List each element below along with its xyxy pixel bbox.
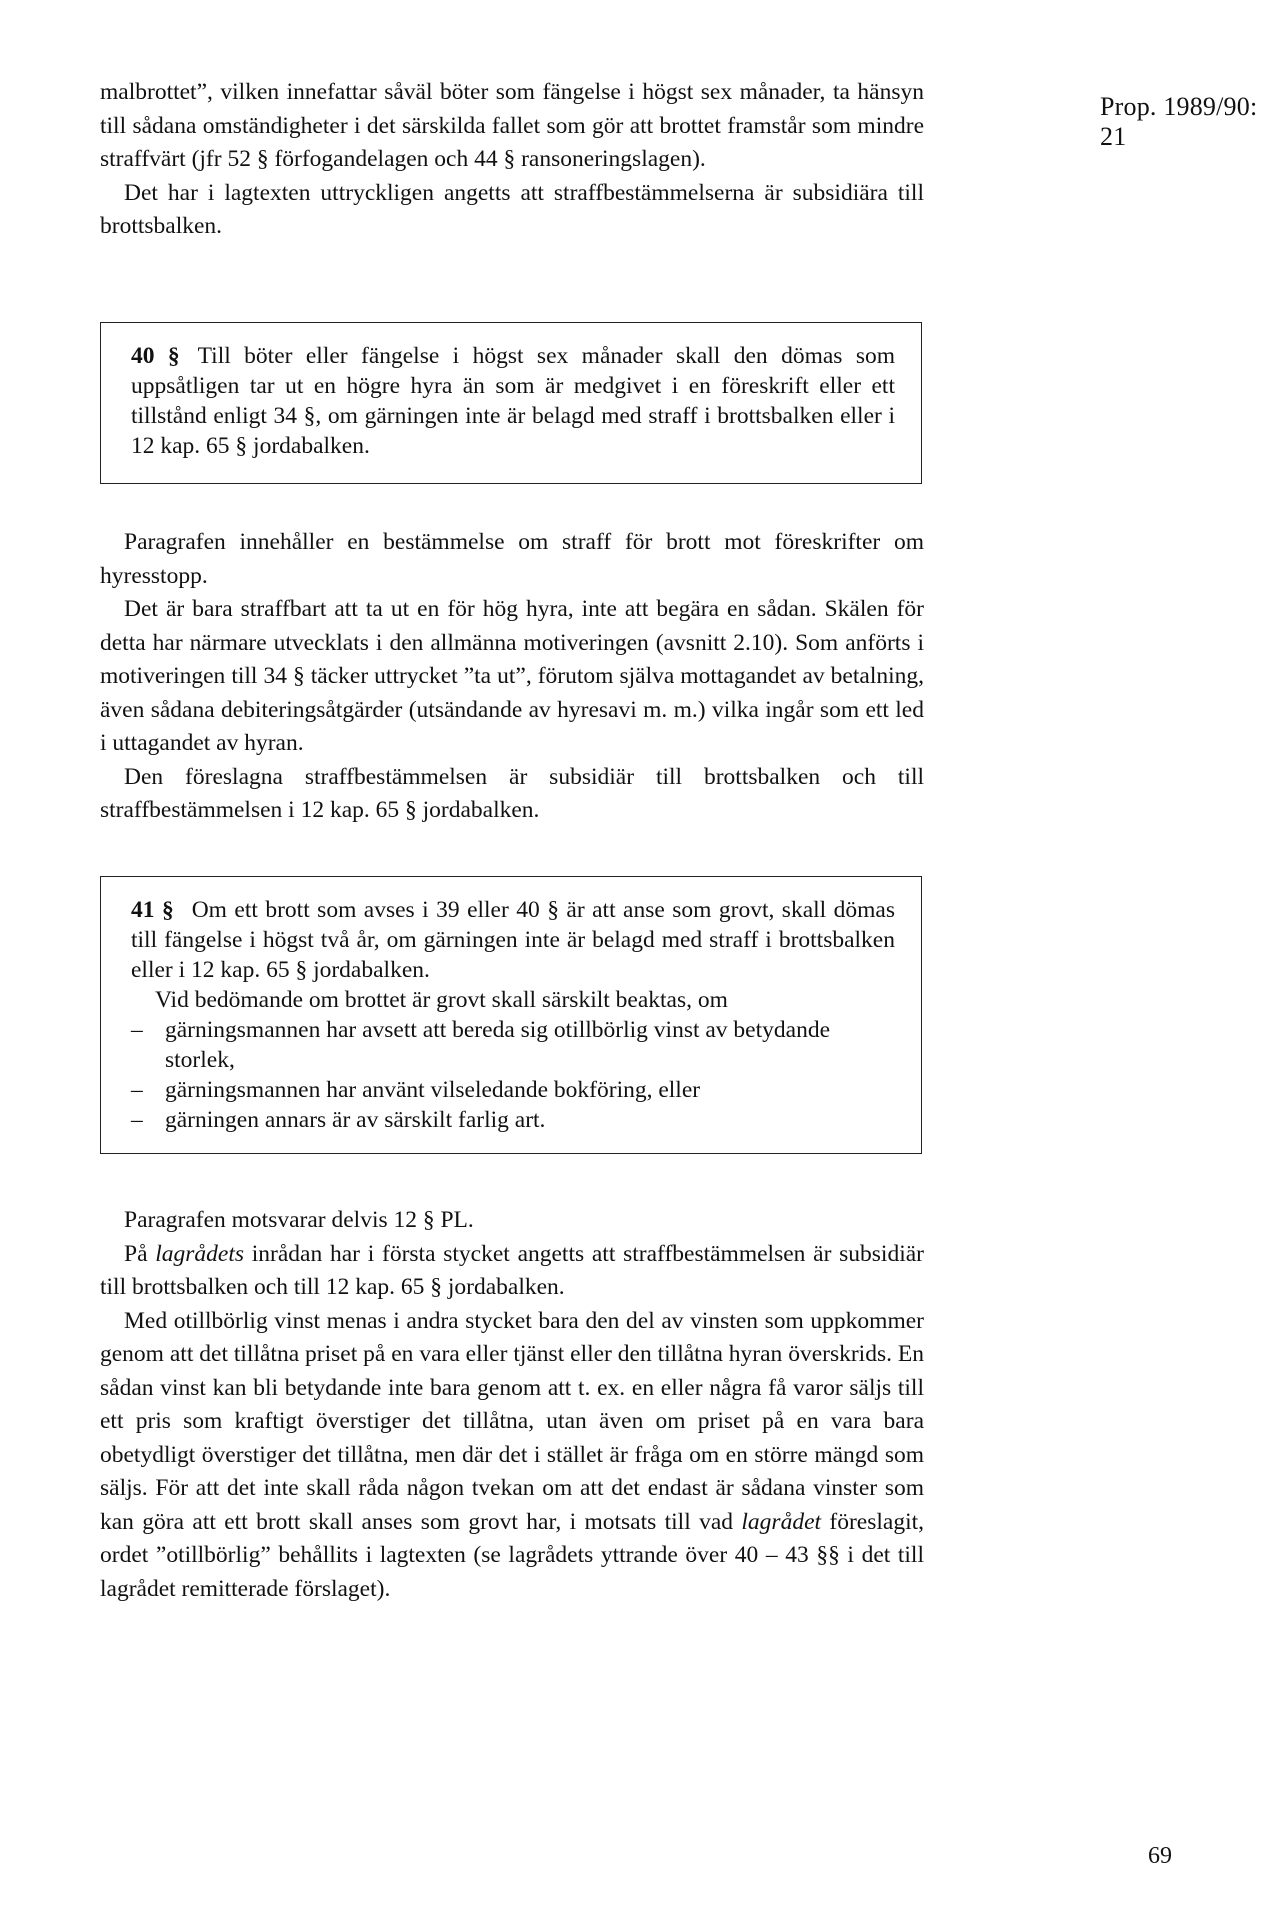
section-41-box [100,876,922,1154]
emphasis-lagradets: lagrådets [155,1240,245,1267]
dash-marker: – [131,1107,143,1133]
dash-marker: – [131,1077,143,1103]
comment-41-paragraph-2: På lagrådets inrådan har i första stycket angetts att straffbestämmelsen är subsidiär till brottsbalken och till 12 kap. 65 § jordabalken. [100,1240,924,1300]
page-number: 69 [1148,1843,1172,1869]
dash-marker: – [131,1017,143,1043]
page-reference: Prop. 1989/90: 21 [1100,92,1258,151]
section-41-body: Om ett brott som avses i 39 eller 40 § är att anse som grovt, skall dömas till fängelse i högst två år, om gärningen inte är belagd med straff i brottsbalken eller i 12 kap. 65 § jordabalken. [131,897,895,983]
section-41-item-text: gärningsmannen har avsett att bereda sig otillbörlig vinst av betydande storlek, [165,1017,830,1073]
comment-40 [100,526,924,828]
comment-40-paragraph-1: Paragrafen innehåller en bestämmelse om straff för brott mot föreskrifter om hyresstopp. [100,529,924,589]
section-41-lead: Vid bedömande om brottet är grovt skall särskilt beaktas, om [155,987,728,1013]
intro-paragraph-1: malbrottet”, vilken innefattar såväl böter som fängelse i högst sex månader, ta hänsyn till sådana omständigheter i det särskilda fallet som gör att brottet framstår som mindre straffvärt (jfr 52 § förfogandelagen och 44 § ransoneringslagen). [100,79,924,172]
section-41-item [131,1075,895,1105]
section-41-text [131,895,895,985]
intro-paragraph-2: Det har i lagtexten uttryckligen angetts att straffbestämmelserna är subsidiära till brottsbalken. [100,179,924,239]
emphasis-lagradet: lagrådet [741,1508,822,1535]
section-40-body: Till böter eller fängelse i högst sex månader skall den dömas som uppsåtligen tar ut en högre hyra än som är medgivet i en föreskrift eller ett tillstånd enligt 34 §, om gärningen inte är belagd med straff i brottsbalken eller i 12 kap. 65 § jordabalken. [131,343,895,459]
section-41-number: 41 § [131,897,174,923]
comment-41-paragraph-3: Med otillbörlig vinst menas i andra stycket bara den del av vinsten som uppkommer genom att det tillåtna priset på en vara eller tjänst eller den tillåtna hyran överskrids. En sådan vinst kan bli betydande inte bara genom att t. ex. en eller några få varor säljs till ett pris som kraftigt överstiger det tillåtna, utan även om priset på en vara bara obetydligt överstiger det tillåtna, men där det i stället är fråga om en större mängd som säljs. För att det inte skall råda någon tvekan om att det endast är sådana vinster som kan göra att ett brott skall anses som grovt har, i motsats till vad lagrådet föreslagit, ordet ”otillbörlig” behållits i lagtexten (se lagrådets yttrande över 40 – 43 §§ i det till lagrådet remitterade förslaget). [100,1307,925,1602]
comment-40-paragraph-2: Det är bara straffbart att ta ut en för hög hyra, inte att begära en sådan. Skälen för detta har närmare utvecklats i den allmänna motiveringen (avsnitt 2.10). Som anförts i motiveringen till 34 § täcker uttrycket ”ta ut”, förutom själva mottagandet av betalning, även sådana debiteringsåtgärder (utsändande av hyresavi m. m.) vilka ingår som ett led i uttagandet av hyran. [100,596,924,756]
section-41-item-text: gärningen annars är av särskilt farlig art. [165,1107,546,1133]
comment-41 [100,1204,924,1606]
section-41-item [131,1105,895,1135]
intro-text [100,76,924,244]
section-41-item-text: gärningsmannen har använt vilseledande bokföring, eller [165,1077,701,1103]
comment-41-paragraph-1: Paragrafen motsvarar delvis 12 § PL. [124,1207,474,1233]
section-40-box [100,322,922,484]
section-40-number: 40 § [131,343,180,369]
comment-40-paragraph-3: Den föreslagna straffbestämmelsen är subsidiär till brottsbalken och till straffbestämmelsen i 12 kap. 65 § jordabalken. [100,763,924,823]
section-40-text [131,341,895,461]
section-41-item [131,1015,895,1075]
